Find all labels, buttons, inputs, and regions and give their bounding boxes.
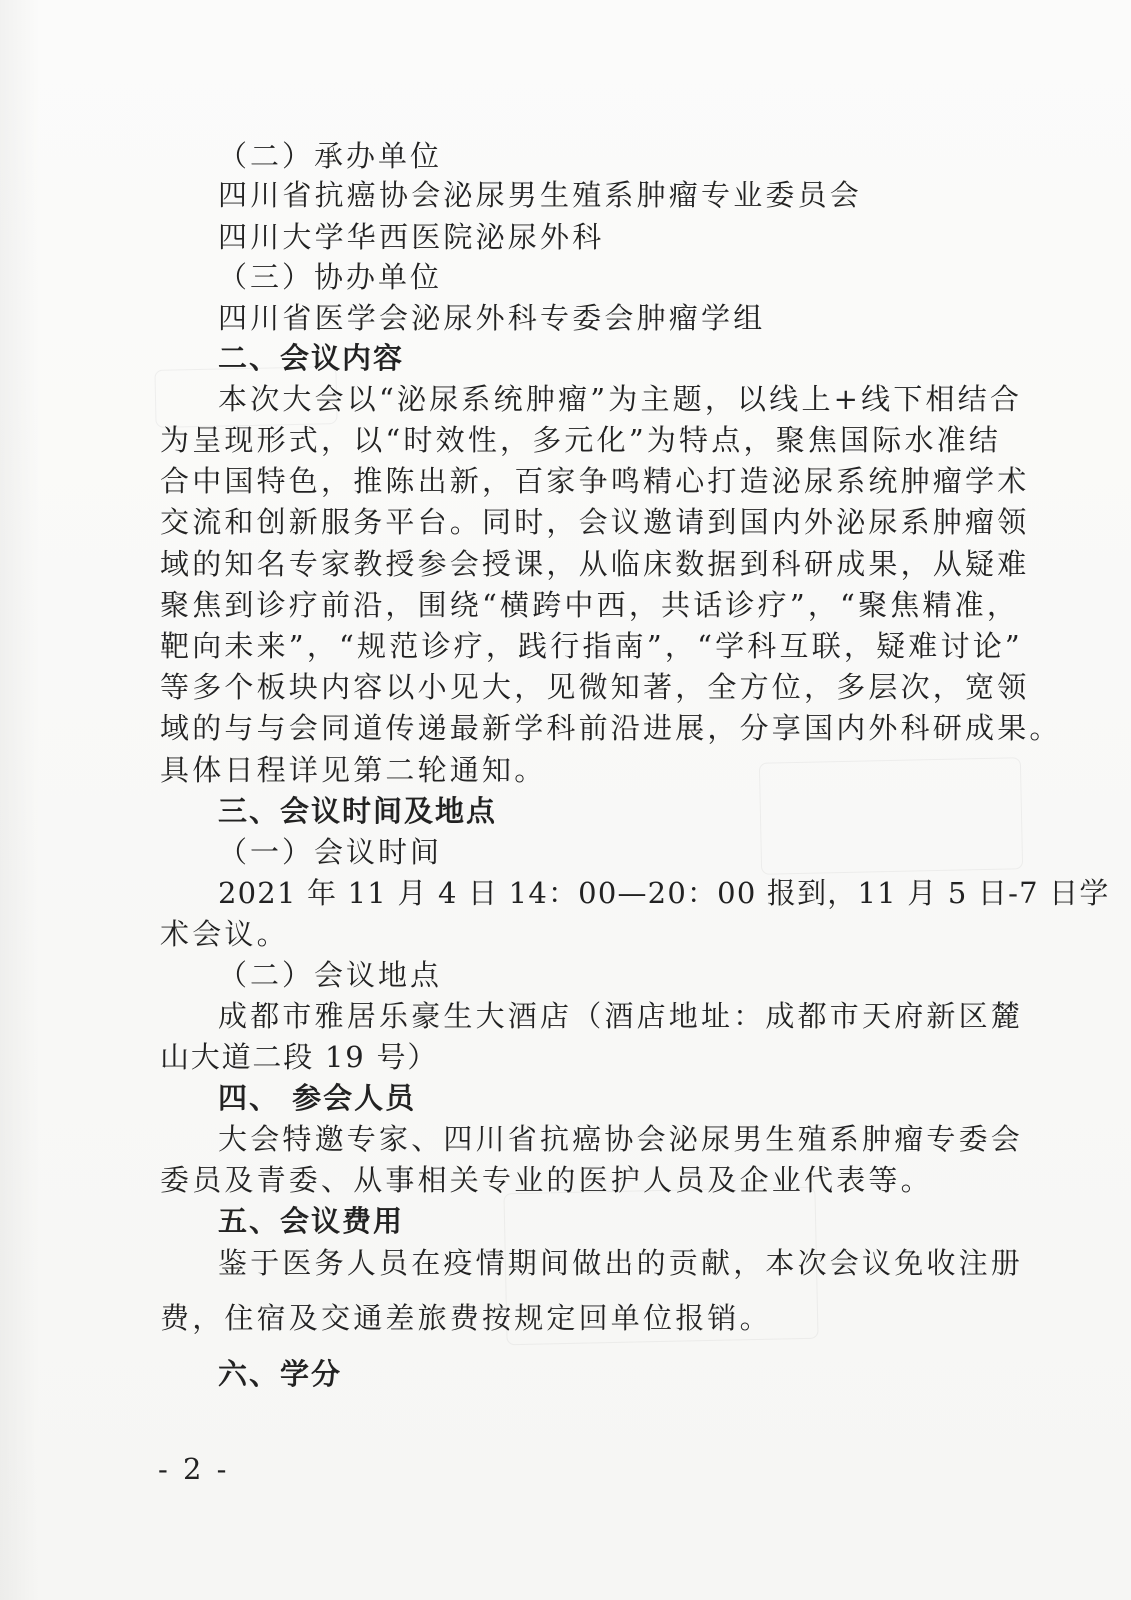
co-organizer-line: 四川省医学会泌尿外科专委会肿瘤学组	[218, 301, 766, 335]
section-heading-attendees: 四、 参会人员	[218, 1081, 417, 1115]
content-paragraph-line-4: 交流和创新服务平台。同时，会议邀请到国内外泌尿系肿瘤领	[160, 505, 1030, 539]
content-paragraph-line-7: 靶向未来”，“规范诊疗，践行指南”，“学科互联，疑难讨论”	[160, 629, 1023, 663]
organizer-line-1: 四川省抗癌协会泌尿男生殖系肿瘤专业委员会	[218, 178, 863, 212]
section-heading-content: 二、会议内容	[218, 341, 405, 375]
content-paragraph-line-2: 为呈现形式，以“时效性，多元化”为特点，聚焦国际水准结	[160, 423, 1002, 457]
attendees-line-2: 委员及青委、从事相关专业的医护人员及企业代表等。	[160, 1163, 933, 1197]
organizer-line-2: 四川大学华西医院泌尿外科	[218, 220, 605, 254]
section-heading-time-location: 三、会议时间及地点	[218, 794, 498, 828]
section-heading-credits: 六、学分	[218, 1357, 343, 1391]
meeting-time-line-2: 术会议。	[160, 917, 289, 951]
fees-line-1: 鉴于医务人员在疫情期间做出的贡献，本次会议免收注册	[218, 1246, 1024, 1280]
co-organizer-subheading: （三）协办单位	[218, 260, 443, 294]
meeting-location-line-2: 山大道二段 19 号）	[160, 1040, 439, 1074]
bleed-through-mark	[759, 757, 1023, 874]
scan-shadow	[0, 0, 40, 1600]
content-paragraph-line-9: 域的与与会同道传递最新学科前沿进展，分享国内外科研成果。	[160, 711, 1062, 745]
content-paragraph-line-1: 本次大会以“泌尿系统肿瘤”为主题，以线上+线下相结合	[218, 382, 1023, 416]
meeting-time-line-1: 2021 年 11 月 4 日 14：00—20：00 报到，11 月 5 日-7 日学	[218, 876, 1110, 910]
meeting-time-subheading: （一）会议时间	[218, 835, 443, 869]
content-paragraph-line-10: 具体日程详见第二轮通知。	[160, 753, 547, 787]
page-number: - 2 -	[158, 1452, 230, 1486]
attendees-line-1: 大会特邀专家、四川省抗癌协会泌尿男生殖系肿瘤专委会	[218, 1122, 1024, 1156]
meeting-location-subheading: （二）会议地点	[218, 958, 443, 992]
content-paragraph-line-5: 域的知名专家教授参会授课，从临床数据到科研成果，从疑难	[160, 547, 1030, 581]
content-paragraph-line-8: 等多个板块内容以小见大，见微知著，全方位，多层次，宽领	[160, 670, 1030, 704]
content-paragraph-line-6: 聚焦到诊疗前沿，围绕“横跨中西，共话诊疗”，“聚焦精准，	[160, 588, 1020, 622]
section-heading-fees: 五、会议费用	[218, 1204, 405, 1238]
content-paragraph-line-3: 合中国特色，推陈出新，百家争鸣精心打造泌尿系统肿瘤学术	[160, 464, 1030, 498]
meeting-location-line-1: 成都市雅居乐豪生大酒店（酒店地址：成都市天府新区麓	[218, 999, 1024, 1033]
section-organizer-subheading: （二）承办单位	[218, 139, 443, 173]
fees-line-2: 费，住宿及交通差旅费按规定回单位报销。	[160, 1301, 772, 1335]
